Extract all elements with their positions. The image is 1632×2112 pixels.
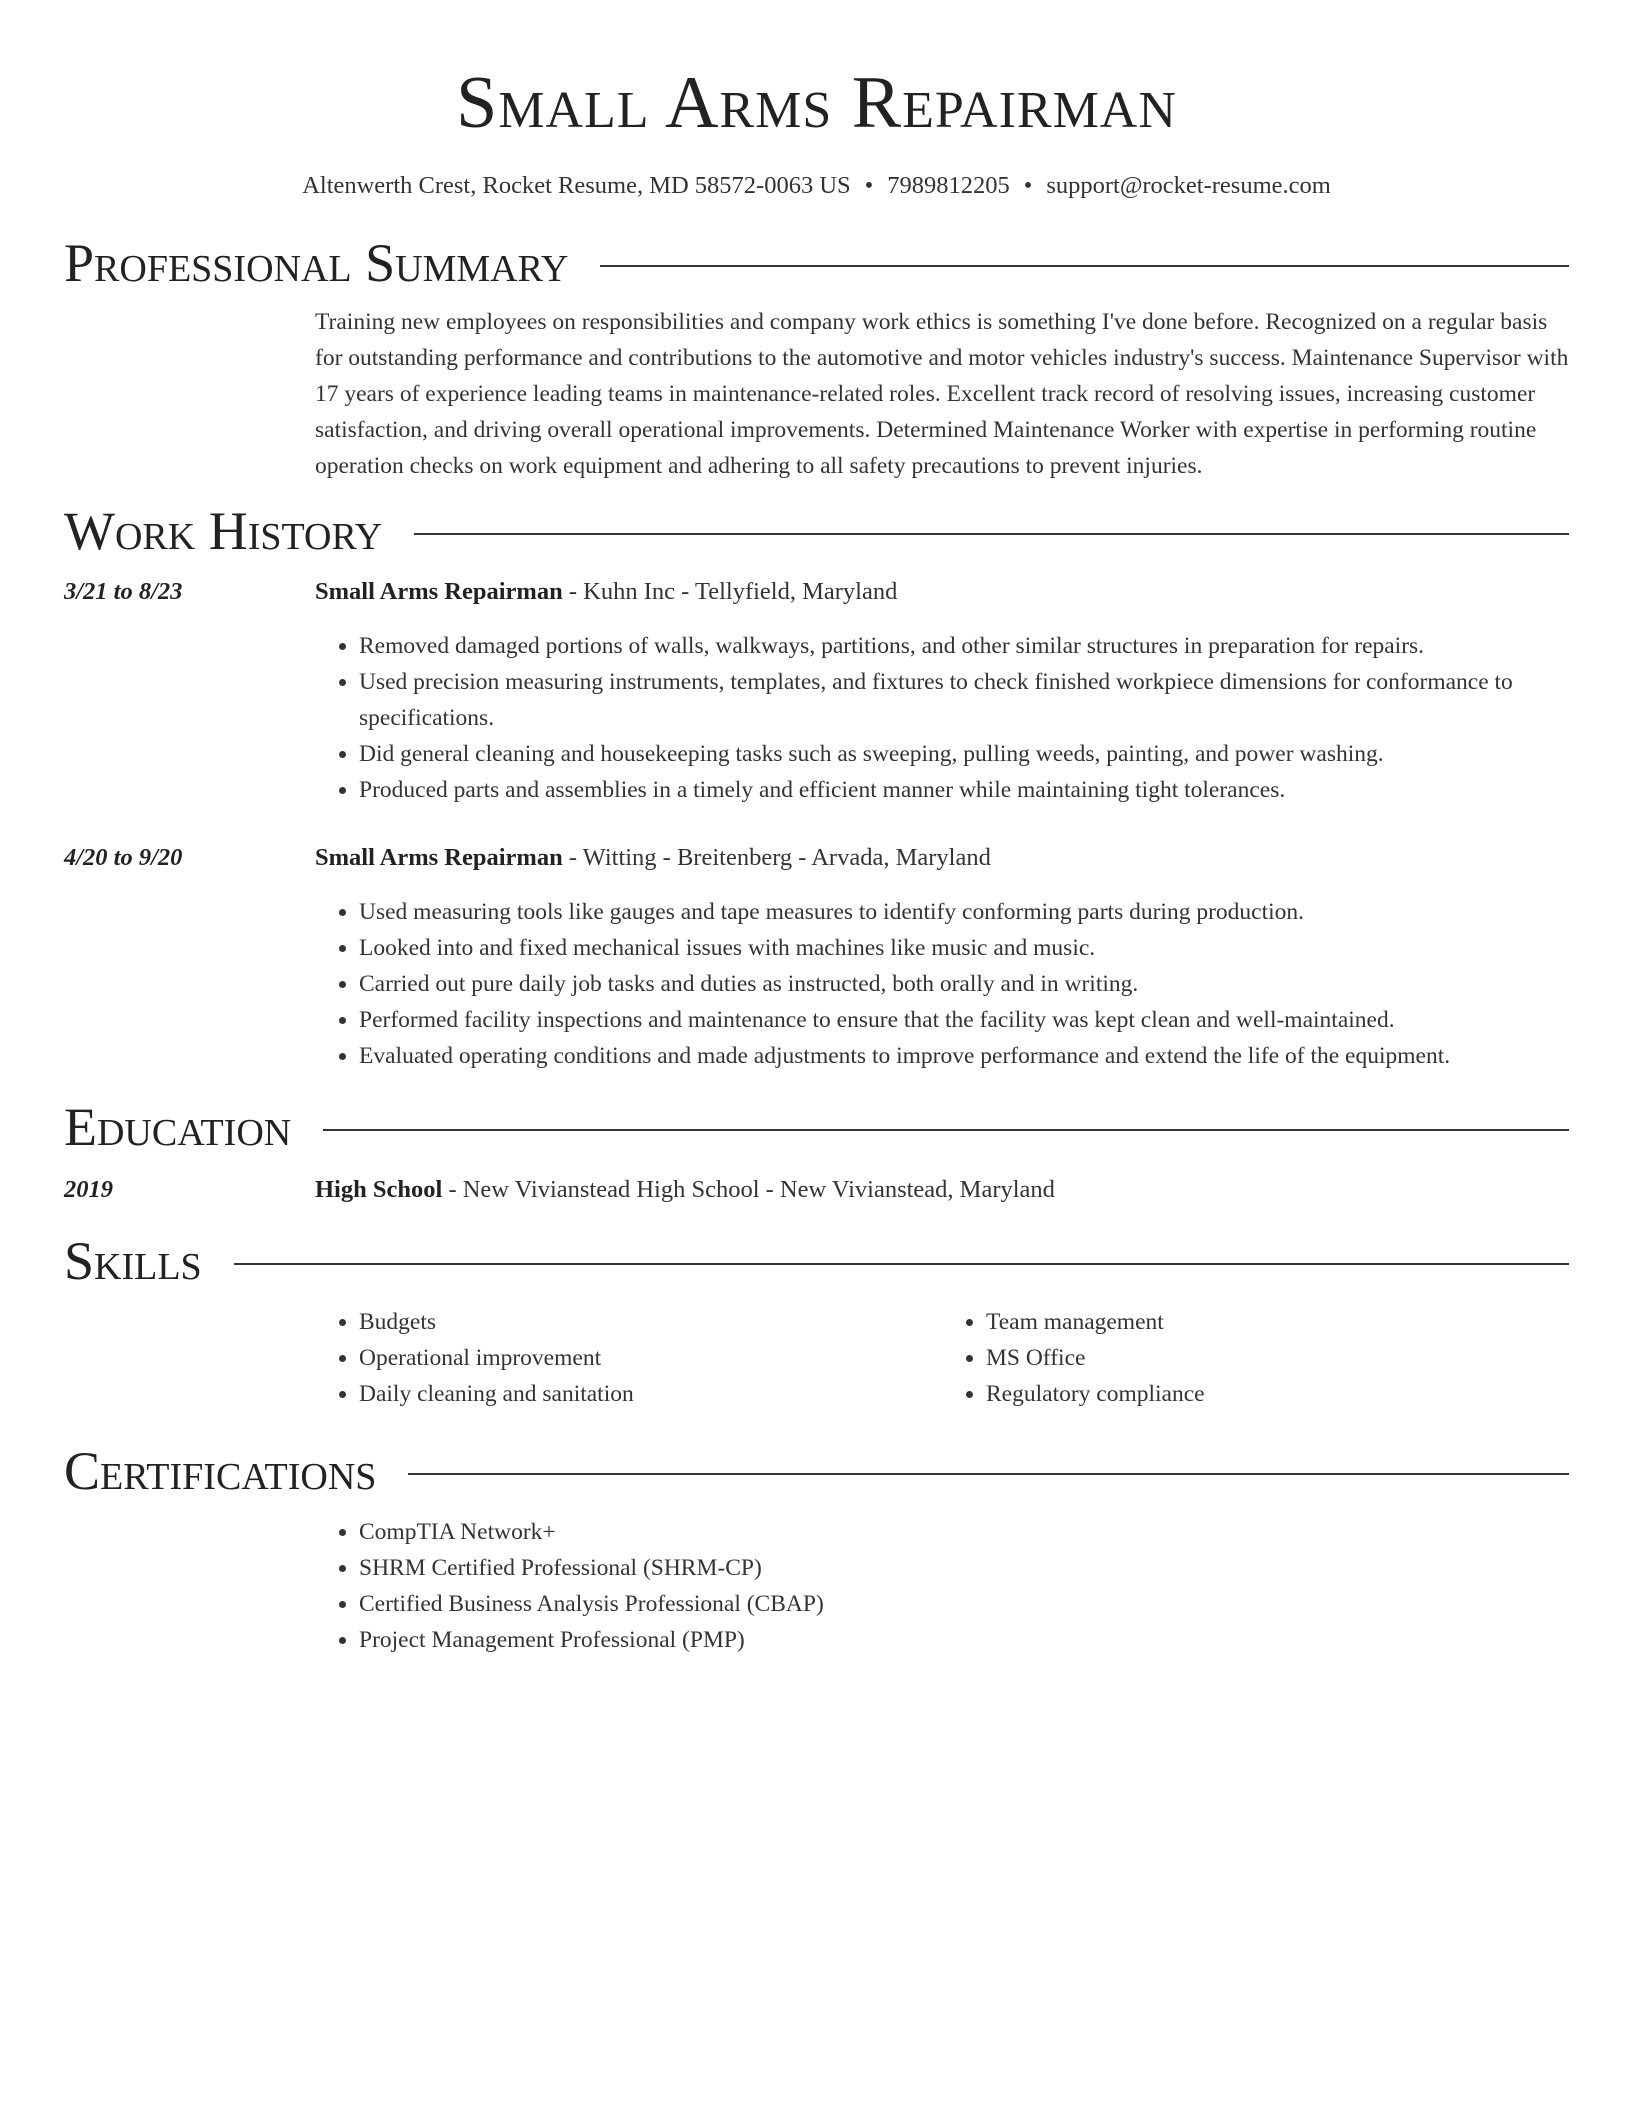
skills-section — [64, 1228, 1569, 1412]
job-details: - Witting - Breitenberg - Arvada, Maryland — [562, 844, 991, 871]
section-divider — [323, 1129, 1569, 1131]
list-item: • Carried out pure daily job tasks and duties as instructed, both orally and in writing. — [359, 966, 1569, 1002]
skills-title: Skills — [64, 1231, 202, 1291]
job-entry — [64, 840, 1569, 1074]
certifications-body — [315, 1514, 1569, 1658]
job-entry — [64, 574, 1569, 808]
contact-email[interactable]: support@rocket-resume.com — [1046, 172, 1331, 199]
summary-section — [64, 230, 1569, 484]
list-item: • Budgets — [359, 1304, 942, 1340]
work-history-header — [64, 498, 1569, 564]
contact-line — [64, 170, 1569, 202]
list-item: • Certified Business Analysis Professional (CBAP) — [359, 1586, 1569, 1622]
education-section — [64, 1094, 1569, 1208]
list-item: • Team management — [986, 1304, 1569, 1340]
certifications-section — [64, 1438, 1569, 1658]
education-title: Education — [64, 1097, 292, 1157]
list-item: • Used precision measuring instruments, templates, and fixtures to check finished workpiece dimensions for conformance to specifications. — [359, 664, 1569, 736]
job-role: Small Arms Repairman — [315, 578, 563, 605]
list-item: • Operational improvement — [359, 1340, 942, 1376]
list-item: • CompTIA Network+ — [359, 1514, 1569, 1550]
list-item: • Performed facility inspections and maintenance to ensure that the facility was kept clean and well-maintained. — [359, 1002, 1569, 1038]
candidate-name: Small Arms Repairman — [456, 62, 1177, 144]
certifications-header — [64, 1438, 1569, 1504]
job-heading — [315, 574, 1569, 610]
education-entry — [64, 1172, 1569, 1208]
job-dates: 3/21 to 8/23 — [64, 578, 183, 605]
list-item: • MS Office — [986, 1340, 1569, 1376]
work-history-title: Work History — [64, 501, 383, 561]
list-item: • Project Management Professional (PMP) — [359, 1622, 1569, 1658]
list-item: • Did general cleaning and housekeeping tasks such as sweeping, pulling weeds, painting, and power washing. — [359, 736, 1569, 772]
work-history-section — [64, 498, 1569, 1074]
education-date: 2019 — [64, 1176, 113, 1203]
job-heading — [315, 840, 1569, 876]
contact-phone: 7989812205 — [887, 172, 1010, 199]
contact-separator: • — [1023, 172, 1033, 199]
certifications-title: Certifications — [64, 1441, 377, 1501]
section-divider — [234, 1263, 1569, 1265]
list-item: • Produced parts and assemblies in a timely and efficient manner while maintaining tight tolerances. — [359, 772, 1569, 808]
education-heading — [315, 1172, 1569, 1208]
contact-address: Altenwerth Crest, Rocket Resume, MD 58572-0063 US — [302, 172, 851, 199]
job-details: - Kuhn Inc - Tellyfield, Maryland — [562, 578, 898, 605]
list-item: • Removed damaged portions of walls, walkways, partitions, and other similar structures in preparation for repairs. — [359, 628, 1569, 664]
list-item: • Used measuring tools like gauges and tape measures to identify conforming parts during production. — [359, 894, 1569, 930]
section-divider — [414, 533, 1569, 535]
list-item: • Evaluated operating conditions and made adjustments to improve performance and extend the life of the equipment. — [359, 1038, 1569, 1074]
summary-text: Training new employees on responsibilities and company work ethics is something I've done before. Recognized on a regular basis for outstanding performance and contributions to the automotive and motor vehicles industry's success. Maintenance Supervisor with 17 years of experience leading teams in maintenance-related roles. Excellent track record of resolving issues, increasing customer satisfaction, and driving overall operational improvements. Determined Maintenance Worker with expertise in performing routine operation checks on work equipment and adhering to all safety precautions to prevent injuries. — [315, 309, 1569, 479]
list-item: • SHRM Certified Professional (SHRM-CP) — [359, 1550, 1569, 1586]
job-dates: 4/20 to 9/20 — [64, 844, 183, 871]
job-bullets — [315, 628, 1569, 808]
list-item: • Looked into and fixed mechanical issues with machines like music and music. — [359, 930, 1569, 966]
summary-header — [64, 230, 1569, 296]
skills-grid — [315, 1304, 1569, 1412]
job-role: Small Arms Repairman — [315, 844, 563, 871]
section-divider — [408, 1473, 1569, 1475]
skills-column-right — [942, 1304, 1569, 1412]
summary-title: Professional Summary — [64, 233, 569, 293]
list-item: • Daily cleaning and sanitation — [359, 1376, 942, 1412]
skills-header — [64, 1228, 1569, 1294]
list-item: • Regulatory compliance — [986, 1376, 1569, 1412]
summary-body — [315, 304, 1569, 484]
job-bullets — [315, 894, 1569, 1074]
education-details: - New Vivianstead High School - New Vivianstead, Maryland — [442, 1176, 1055, 1203]
skills-column-left — [315, 1304, 942, 1412]
section-divider — [600, 265, 1569, 267]
contact-separator: • — [864, 172, 874, 199]
education-header — [64, 1094, 1569, 1160]
education-degree: High School — [315, 1176, 443, 1203]
resume-page — [64, 0, 1569, 1658]
